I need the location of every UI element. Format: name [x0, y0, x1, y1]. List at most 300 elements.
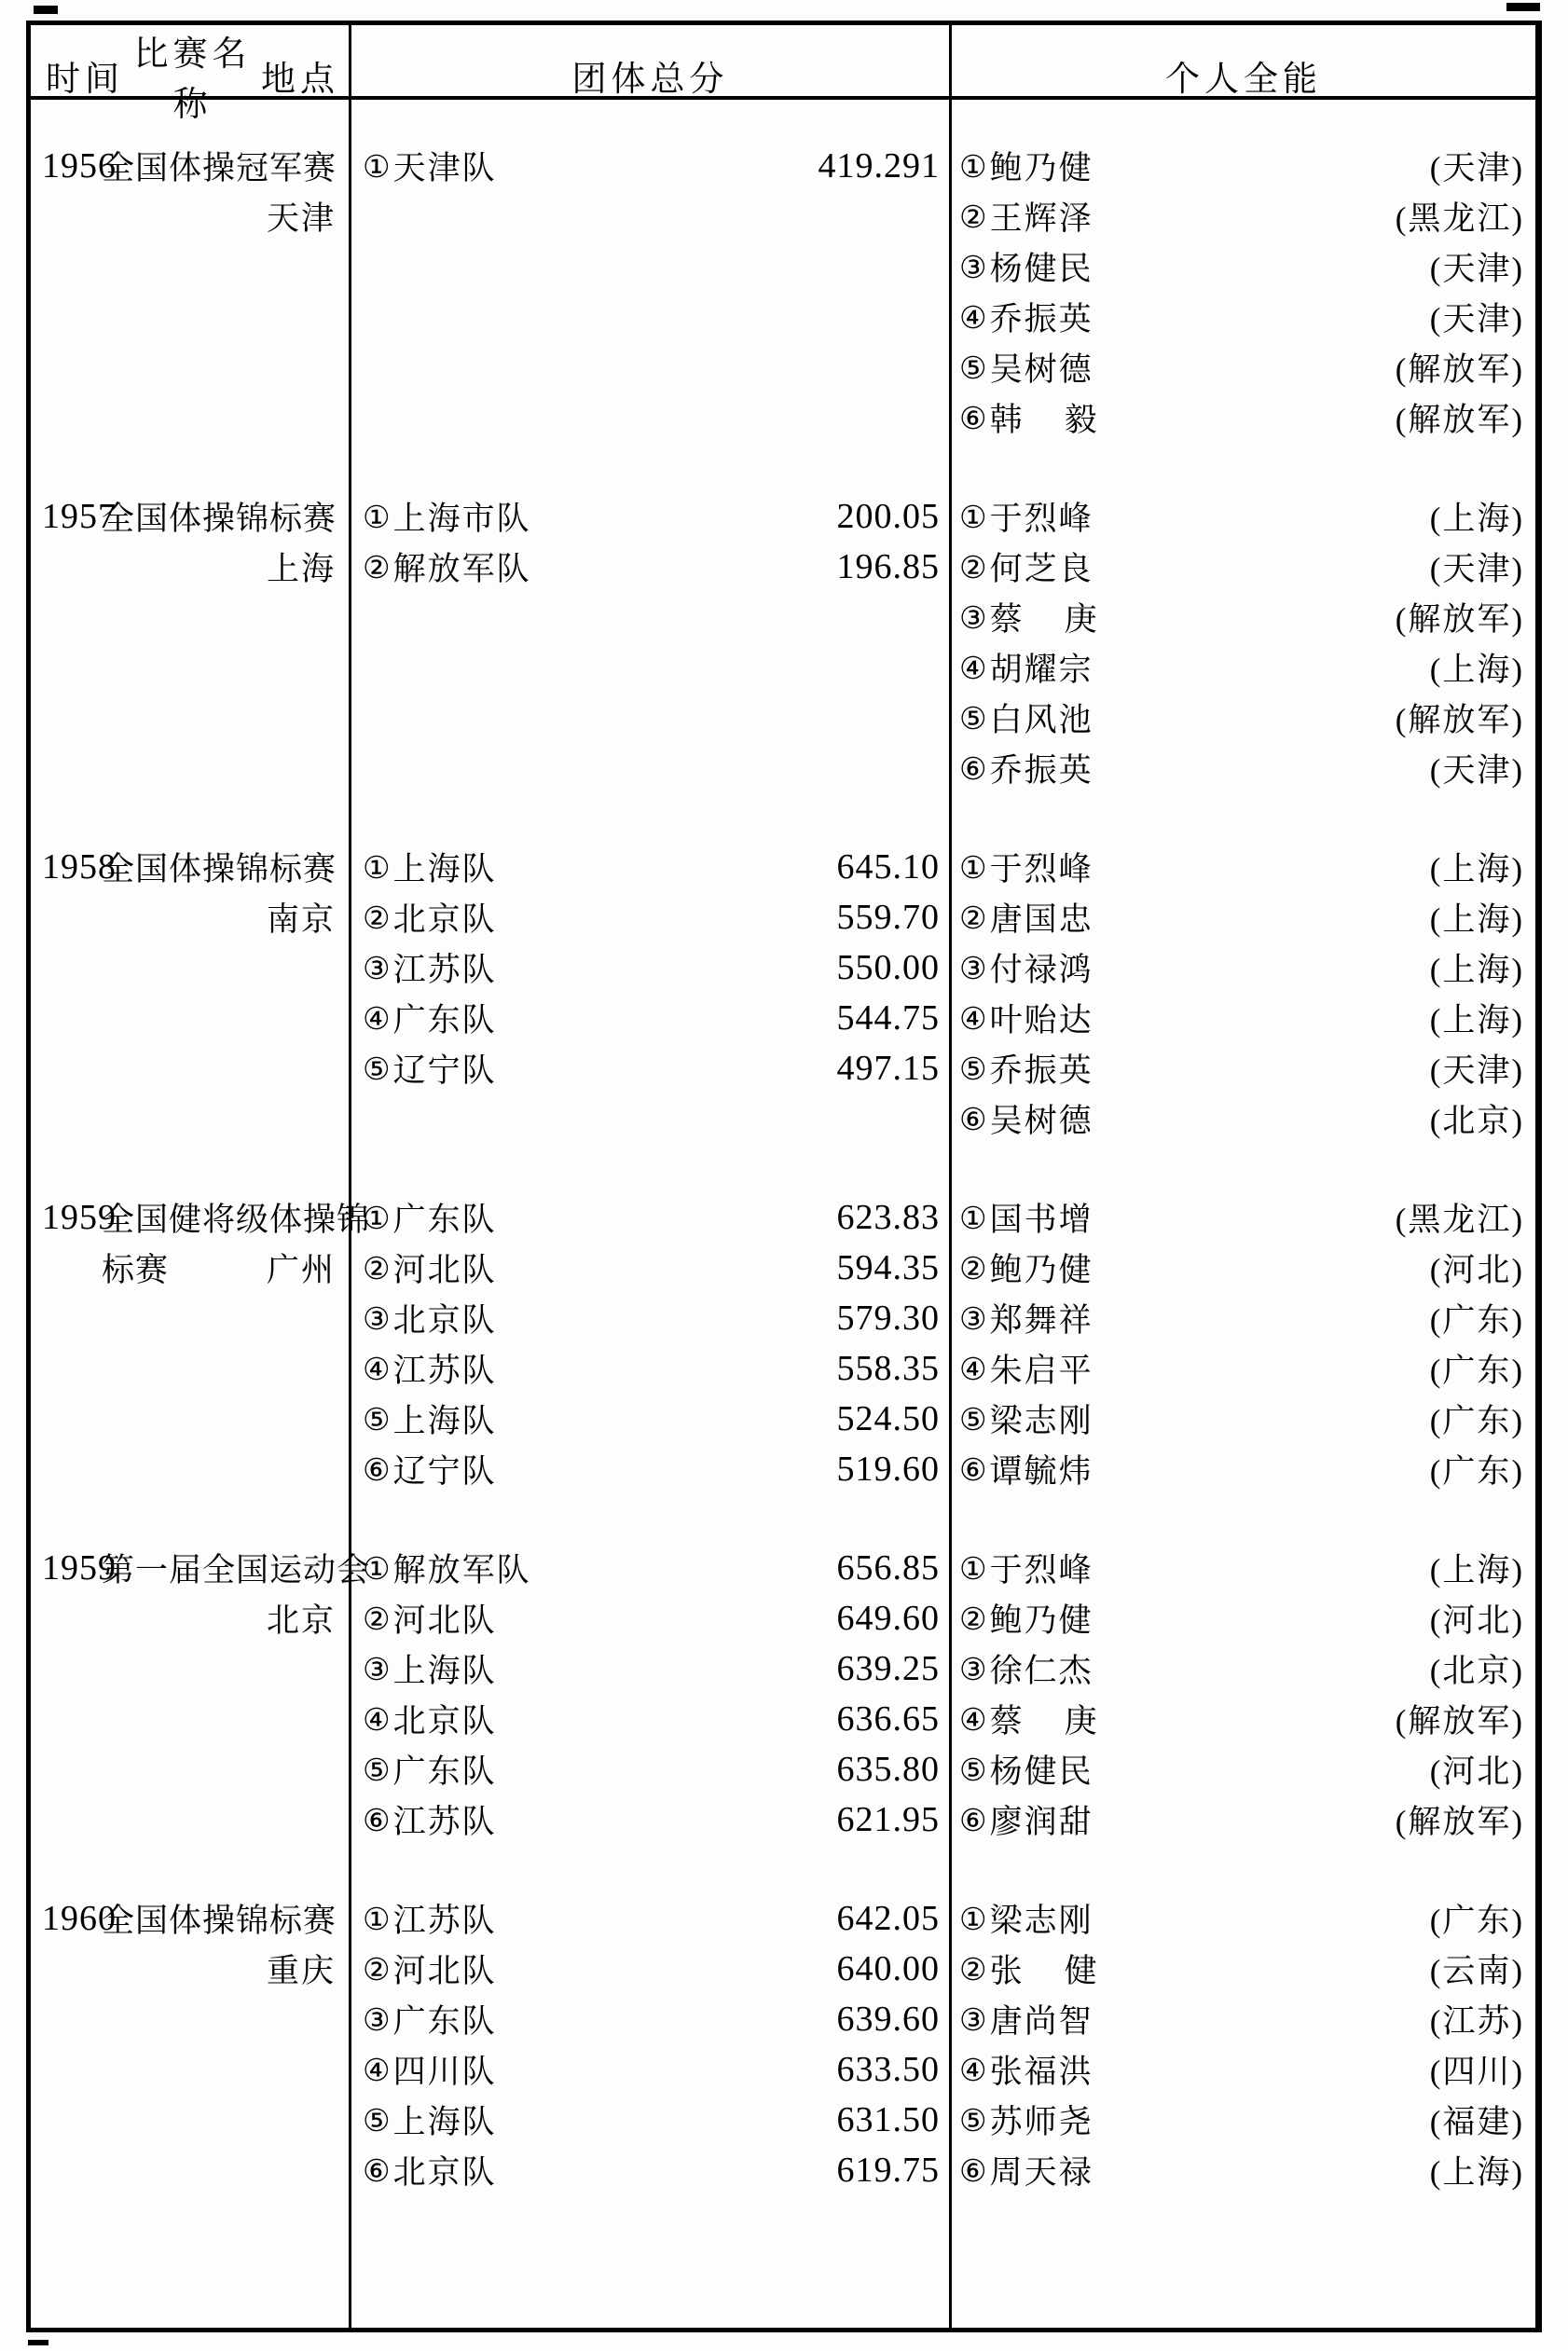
rank-badge: ④: [363, 999, 391, 1037]
team-score: 524.50: [836, 1399, 940, 1438]
team-score: 642.05: [836, 1899, 940, 1938]
team-entry: [351, 1243, 949, 1293]
team-entry: [351, 1893, 949, 1944]
athlete-name: 吴树德: [989, 351, 1093, 388]
rank-badge: ②: [959, 899, 987, 936]
athlete-region: (天津): [1429, 1052, 1524, 1089]
team-entry: [351, 1744, 949, 1794]
rank-badge: ①: [959, 1549, 987, 1587]
rank-badge: ④: [959, 298, 987, 336]
rank-badge: ③: [363, 1299, 391, 1337]
rank-badge: ⑤: [959, 699, 987, 736]
team-name: 上海队: [392, 851, 497, 887]
event-cell: [31, 1845, 349, 2328]
rank-badge: ④: [959, 1700, 987, 1738]
team-name: 江苏队: [392, 1903, 497, 1939]
rank-badge: ③: [959, 1299, 987, 1337]
athlete-region: (上海): [1429, 652, 1524, 688]
team-score: 544.75: [836, 998, 940, 1038]
athlete-region: (黑龙江): [1395, 1202, 1524, 1238]
event-name: 第一届全国运动会: [102, 1552, 371, 1588]
athlete-entry: [952, 1794, 1535, 1845]
athlete-entry: [952, 292, 1535, 342]
rank-badge: ④: [959, 2051, 987, 2088]
rank-badge: ⑥: [959, 1801, 987, 1838]
athlete-name: 付禄鸿: [989, 952, 1093, 988]
rank-badge: ⑥: [363, 2152, 391, 2189]
rank-badge: ⑤: [959, 1050, 987, 1087]
athlete-region: (河北): [1429, 1252, 1524, 1288]
rank-badge: ①: [959, 498, 987, 535]
athlete-name: 苏师尧: [989, 2104, 1093, 2140]
athlete-region: (上海): [1429, 952, 1524, 988]
athlete-name: 徐仁杰: [989, 1653, 1093, 1689]
team-entry: [351, 2145, 949, 2195]
athlete-entry: [952, 842, 1535, 892]
athlete-name: 叶贻达: [989, 1002, 1093, 1038]
athlete-name: 于烈峰: [989, 851, 1093, 887]
location-label: 重庆: [266, 1953, 336, 1989]
team-entry: [351, 1994, 949, 2044]
scan-artifact: [34, 6, 58, 14]
athlete-name: 杨健民: [989, 251, 1093, 287]
individual-cell: [949, 1845, 1535, 2328]
individual-cell: [949, 100, 1535, 443]
team-score: 559.70: [836, 898, 940, 937]
athlete-entry: [952, 642, 1535, 693]
athlete-region: (上海): [1429, 1002, 1524, 1038]
athlete-region: (上海): [1429, 901, 1524, 938]
athlete-entry: [952, 1394, 1535, 1444]
athlete-entry: [952, 2044, 1535, 2095]
team-entry: [351, 892, 949, 942]
rank-badge: ①: [959, 1900, 987, 1937]
team-score: 619.75: [836, 2151, 940, 2190]
athlete-name: 乔振英: [989, 1052, 1093, 1089]
rank-badge: ①: [363, 1900, 391, 1937]
rank-badge: ⑥: [959, 749, 987, 787]
rank-badge: ④: [959, 999, 987, 1037]
athlete-region: (云南): [1429, 1953, 1524, 1989]
athlete-region: (北京): [1429, 1103, 1524, 1139]
rank-badge: ②: [959, 1249, 987, 1286]
rank-badge: ⑥: [363, 1801, 391, 1838]
location-label: 上海: [266, 551, 336, 587]
team-score: 656.85: [836, 1548, 940, 1588]
team-entry: [351, 1394, 949, 1444]
team-name: 北京队: [392, 2154, 497, 2191]
athlete-entry: [952, 2095, 1535, 2145]
location-label: 天津: [266, 200, 336, 237]
header-location: 地点: [261, 61, 339, 99]
team-name: 上海市队: [392, 501, 531, 537]
event-line: [31, 1893, 349, 1944]
athlete-name: 朱启平: [989, 1353, 1093, 1389]
rank-badge: ⑤: [959, 1400, 987, 1437]
team-score: 636.65: [836, 1699, 940, 1739]
athlete-region: (天津): [1429, 150, 1524, 186]
event-cell: [31, 793, 349, 1144]
athlete-region: (解放军): [1395, 601, 1524, 638]
event-name: 全国体操冠军赛: [102, 150, 337, 186]
athlete-entry: [952, 1343, 1535, 1394]
athlete-region: (解放军): [1395, 1703, 1524, 1739]
team-name: 上海队: [392, 1653, 497, 1689]
athlete-entry: [952, 1744, 1535, 1794]
athlete-region: (广东): [1429, 1302, 1524, 1339]
athlete-name: 杨健民: [989, 1753, 1093, 1790]
individual-cell: [949, 1494, 1535, 1845]
athlete-name: 乔振英: [989, 301, 1093, 337]
athlete-entry: [952, 392, 1535, 443]
event-line: [31, 1192, 371, 1243]
athlete-entry: [952, 542, 1535, 592]
year-label: 1959: [42, 1198, 117, 1237]
header-event-name: 比赛名称: [133, 35, 252, 124]
athlete-entry: [952, 1694, 1535, 1744]
rank-badge: ③: [959, 598, 987, 636]
athlete-name: 唐国忠: [989, 901, 1093, 938]
team-name: 河北队: [392, 1953, 497, 1989]
team-name: 河北队: [392, 1602, 497, 1639]
rank-badge: ③: [363, 1650, 391, 1687]
team-score: 519.60: [836, 1450, 940, 1489]
year-label: 1957: [42, 497, 117, 536]
team-total-cell: [349, 100, 949, 443]
team-score: 621.95: [836, 1800, 940, 1839]
team-score: 623.83: [836, 1198, 940, 1237]
event-cell: [31, 1144, 371, 1494]
team-name: 江苏队: [392, 952, 497, 988]
athlete-region: (北京): [1429, 1653, 1524, 1689]
team-name: 河北队: [392, 1252, 497, 1288]
rank-badge: ④: [959, 1350, 987, 1387]
athlete-region: (上海): [1429, 2154, 1524, 2191]
year-label: 1958: [42, 847, 117, 887]
team-entry: [351, 1543, 949, 1593]
rank-badge: ①: [959, 848, 987, 886]
athlete-entry: [952, 693, 1535, 743]
team-score: 196.85: [836, 547, 940, 586]
athlete-entry: [952, 491, 1535, 542]
athlete-name: 王辉泽: [989, 200, 1093, 237]
athlete-name: 于烈峰: [989, 1552, 1093, 1588]
athlete-region: (江苏): [1429, 2003, 1524, 2040]
team-entry: [351, 842, 949, 892]
rank-badge: ⑥: [363, 1450, 391, 1488]
rank-badge: ②: [363, 1600, 391, 1637]
athlete-name: 梁志刚: [989, 1403, 1093, 1439]
rank-badge: ⑥: [959, 399, 987, 436]
team-entry: [351, 1694, 949, 1744]
team-entry: [351, 2095, 949, 2145]
team-entry: [351, 1293, 949, 1343]
athlete-region: (上海): [1429, 851, 1524, 887]
athlete-entry: [952, 1994, 1535, 2044]
team-total-cell: [349, 1494, 949, 1845]
event-name: 全国体操锦标赛: [102, 501, 337, 537]
rank-badge: ④: [363, 2051, 391, 2088]
team-total-cell: [349, 793, 949, 1144]
team-entry: [351, 491, 949, 542]
rank-badge: ⑤: [363, 1050, 391, 1087]
team-entry: [351, 2044, 949, 2095]
team-score: 558.35: [836, 1349, 940, 1388]
location-label: 广州: [266, 1252, 336, 1288]
athlete-region: (天津): [1429, 551, 1524, 587]
team-name: 辽宁队: [392, 1453, 497, 1490]
team-entry: [351, 141, 949, 191]
athlete-entry: [952, 1593, 1535, 1643]
athlete-region: (上海): [1429, 1552, 1524, 1588]
athlete-name: 谭毓炜: [989, 1453, 1093, 1490]
team-entry: [351, 1944, 949, 1994]
individual-cell: [949, 1144, 1535, 1494]
team-score: 639.60: [836, 2000, 940, 2039]
athlete-region: (天津): [1429, 301, 1524, 337]
athlete-name: 何芝良: [989, 551, 1093, 587]
athlete-region: (解放军): [1395, 702, 1524, 738]
team-total-cell: [349, 1144, 949, 1494]
athlete-name: 白风池: [989, 702, 1093, 738]
rank-badge: ①: [363, 848, 391, 886]
athlete-entry: [952, 2145, 1535, 2195]
rank-badge: ⑤: [959, 349, 987, 386]
team-entry: [351, 1794, 949, 1845]
athlete-name: 国书增: [989, 1202, 1093, 1238]
athlete-name: 廖润甜: [989, 1804, 1093, 1840]
athlete-entry: [952, 892, 1535, 942]
athlete-name: 郑舞祥: [989, 1302, 1093, 1339]
athlete-entry: [952, 241, 1535, 292]
rank-badge: ⑤: [363, 1400, 391, 1437]
team-score: 639.25: [836, 1649, 940, 1688]
athlete-entry: [952, 1293, 1535, 1343]
athlete-entry: [952, 342, 1535, 392]
athlete-entry: [952, 141, 1535, 191]
athlete-region: (黑龙江): [1395, 200, 1524, 237]
event-line: [31, 141, 349, 191]
athlete-name: 吴树德: [989, 1103, 1093, 1139]
rank-badge: ③: [959, 248, 987, 285]
athlete-name: 鲍乃健: [989, 150, 1093, 186]
team-name: 江苏队: [392, 1804, 497, 1840]
event-cell: [31, 1494, 371, 1845]
rank-badge: ②: [363, 1249, 391, 1286]
rank-badge: ①: [363, 1199, 391, 1236]
team-score: 550.00: [836, 948, 940, 987]
athlete-region: (解放军): [1395, 351, 1524, 388]
event-line: [31, 491, 349, 542]
athlete-entry: [952, 1893, 1535, 1944]
team-name: 广东队: [392, 2003, 497, 2040]
year-label: 1960: [42, 1899, 117, 1938]
rank-badge: ②: [959, 548, 987, 585]
header-time: 时间: [46, 61, 124, 99]
team-entry: [351, 1444, 949, 1494]
athlete-entry: [952, 592, 1535, 642]
rank-badge: ③: [363, 2000, 391, 2038]
athlete-name: 胡耀宗: [989, 652, 1093, 688]
rank-badge: ②: [959, 1600, 987, 1637]
rank-badge: ②: [363, 1950, 391, 1987]
rank-badge: ⑤: [959, 1751, 987, 1788]
event-name: 全国体操锦标赛: [102, 1903, 337, 1939]
athlete-region: (解放军): [1395, 402, 1524, 438]
athlete-region: (河北): [1429, 1753, 1524, 1790]
team-entry: [351, 1043, 949, 1093]
results-table: [26, 21, 1542, 2332]
team-score: 649.60: [836, 1599, 940, 1638]
rank-badge: ③: [959, 949, 987, 986]
athlete-region: (广东): [1429, 1453, 1524, 1490]
athlete-name: 乔振英: [989, 752, 1093, 789]
athlete-region: (河北): [1429, 1602, 1524, 1639]
rank-badge: ①: [363, 1549, 391, 1587]
rank-badge: ①: [363, 498, 391, 535]
event-line: [31, 1543, 371, 1593]
team-score: 640.00: [836, 1949, 940, 1988]
athlete-entry: [952, 1243, 1535, 1293]
team-score: 497.15: [836, 1049, 940, 1088]
team-entry: [351, 1192, 949, 1243]
rank-badge: ①: [959, 1199, 987, 1236]
team-name: 北京队: [392, 1703, 497, 1739]
event-name: 全国健将级体操锦: [102, 1202, 371, 1238]
team-name: 天津队: [392, 150, 497, 186]
team-name: 广东队: [392, 1002, 497, 1038]
location-label: 北京: [266, 1602, 336, 1639]
team-score: 645.10: [836, 847, 940, 887]
athlete-name: 周天禄: [989, 2154, 1093, 2191]
athlete-entry: [952, 1043, 1535, 1093]
header-individual-all-around: 个人全能: [1165, 61, 1322, 99]
team-score: 579.30: [836, 1299, 940, 1338]
rank-badge: ④: [959, 649, 987, 686]
athlete-entry: [952, 1944, 1535, 1994]
athlete-name: 张福洪: [989, 2054, 1093, 2090]
location-line: [31, 1593, 349, 1643]
athlete-entry: [952, 1444, 1535, 1494]
athlete-entry: [952, 743, 1535, 793]
team-name: 四川队: [392, 2054, 497, 2090]
team-name: 北京队: [392, 901, 497, 938]
athlete-name: 蔡 庚: [989, 601, 1099, 638]
athlete-region: (天津): [1429, 251, 1524, 287]
team-name: 江苏队: [392, 1353, 497, 1389]
athlete-region: (福建): [1429, 2104, 1524, 2140]
rank-badge: ②: [363, 899, 391, 936]
rank-badge: ③: [363, 949, 391, 986]
team-score: 633.50: [836, 2050, 940, 2089]
team-name: 解放军队: [392, 1552, 531, 1588]
event-cell: [31, 443, 349, 793]
location-line: [31, 1243, 349, 1293]
athlete-region: (上海): [1429, 501, 1524, 537]
team-entry: [351, 993, 949, 1043]
scan-artifact: [1506, 3, 1540, 11]
rank-badge: ⑤: [959, 2101, 987, 2138]
team-name: 北京队: [392, 1302, 497, 1339]
year-label: 1959: [42, 1548, 117, 1588]
team-score: 200.05: [836, 497, 940, 536]
athlete-name: 于烈峰: [989, 501, 1093, 537]
team-name: 广东队: [392, 1753, 497, 1790]
team-entry: [351, 942, 949, 993]
team-entry: [351, 542, 949, 592]
rank-badge: ⑥: [959, 1450, 987, 1488]
rank-badge: ⑤: [363, 1751, 391, 1788]
location-line: [31, 892, 349, 942]
athlete-region: (广东): [1429, 1353, 1524, 1389]
rank-badge: ④: [363, 1700, 391, 1738]
location-label: 南京: [266, 901, 336, 938]
team-entry: [351, 1593, 949, 1643]
table-header: [31, 25, 1535, 124]
location-line: [31, 191, 349, 241]
athlete-entry: [952, 1643, 1535, 1694]
athlete-name: 鲍乃健: [989, 1602, 1093, 1639]
athlete-region: (广东): [1429, 1903, 1524, 1939]
athlete-entry: [952, 1093, 1535, 1144]
location-line: [31, 542, 349, 592]
year-label: 1956: [42, 146, 117, 186]
athlete-region: (广东): [1429, 1403, 1524, 1439]
athlete-name: 梁志刚: [989, 1903, 1093, 1939]
athlete-name: 蔡 庚: [989, 1703, 1099, 1739]
team-name: 上海队: [392, 2104, 497, 2140]
table-body: [31, 100, 1535, 2328]
team-name: 辽宁队: [392, 1052, 497, 1089]
rank-badge: ②: [959, 198, 987, 235]
rank-badge: ④: [363, 1350, 391, 1387]
team-entry: [351, 1643, 949, 1694]
team-name: 上海队: [392, 1403, 497, 1439]
athlete-entry: [952, 1543, 1535, 1593]
rank-badge: ①: [363, 147, 391, 185]
rank-badge: ⑥: [959, 1100, 987, 1137]
athlete-entry: [952, 942, 1535, 993]
location-line: [31, 1944, 349, 1994]
athlete-name: 韩 毅: [989, 402, 1099, 438]
team-total-cell: [349, 1845, 949, 2328]
athlete-name: 鲍乃健: [989, 1252, 1093, 1288]
athlete-name: 张 健: [989, 1953, 1099, 1989]
athlete-region: (天津): [1429, 752, 1524, 789]
team-name: 解放军队: [392, 551, 531, 587]
event-name-line2: 标赛: [102, 1252, 170, 1288]
scan-artifact: [28, 2340, 48, 2345]
rank-badge: ⑥: [959, 2152, 987, 2189]
team-score: 635.80: [836, 1750, 940, 1789]
team-name: 广东队: [392, 1202, 497, 1238]
athlete-region: (解放军): [1395, 1804, 1524, 1840]
individual-cell: [949, 793, 1535, 1144]
athlete-entry: [952, 993, 1535, 1043]
rank-badge: ③: [959, 2000, 987, 2038]
team-score: 419.291: [818, 146, 940, 186]
team-entry: [351, 1343, 949, 1394]
athlete-name: 唐尚智: [989, 2003, 1093, 2040]
team-total-cell: [349, 443, 949, 793]
athlete-entry: [952, 191, 1535, 241]
athlete-region: (四川): [1429, 2054, 1524, 2090]
team-score: 594.35: [836, 1248, 940, 1287]
team-score: 631.50: [836, 2100, 940, 2139]
event-cell: [31, 100, 349, 443]
rank-badge: ③: [959, 1650, 987, 1687]
event-name: 全国体操锦标赛: [102, 851, 337, 887]
